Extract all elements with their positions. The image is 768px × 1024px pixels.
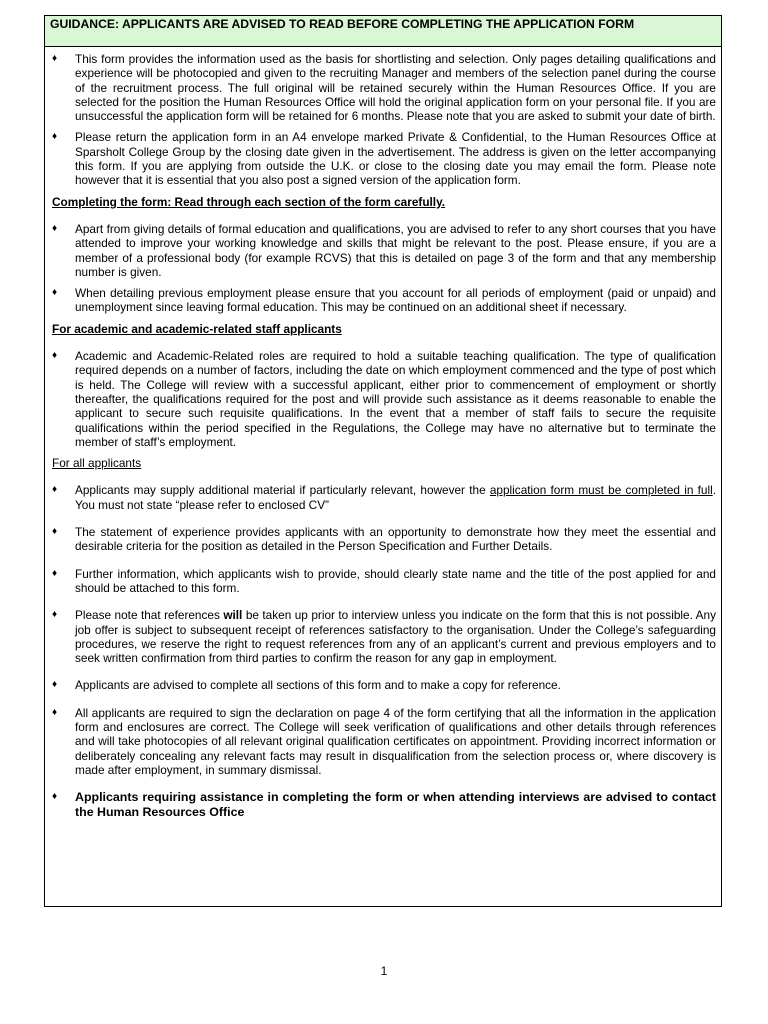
list-item: [52, 706, 716, 777]
diamond-bullet-icon: ♦: [52, 791, 58, 803]
completing-form-heading: Completing the form: Read through each section of the form carefully.: [52, 194, 446, 209]
diamond-bullet-icon: ♦: [52, 53, 58, 64]
list-item: [52, 525, 716, 554]
page-number: 1: [380, 964, 388, 978]
diamond-bullet-icon: ♦: [52, 350, 58, 362]
declaration-text: All applicants are required to sign the declaration on page 4 of the form certifying that all the information in the application form and enclosures are correct. The College will seek verification of qualifications and other details through references and will take photocopies of all relevant original qualification certificates on appointment. Providing incorrect information or deliberately concealing any relevant facts may result in disqualification from the selection process or, where discovery is made after employment, in summary dismissal.: [75, 705, 716, 777]
diamond-bullet-icon: ♦: [52, 222, 58, 234]
all-applicants-heading: For all applicants: [52, 456, 142, 471]
courses-text: Apart from giving details of formal education and qualifications, you are advised to refer to any short courses that you have attended to improve your working knowledge and skills that might be relevant to the post. Please ensure, if you are a member of a professional body (for example RCVS) that this is detailed on page 3 of the form and that any membership number is given.: [75, 221, 716, 279]
list-item: [52, 130, 716, 187]
diamond-bullet-icon: ♦: [52, 526, 58, 538]
guidance-header: GUIDANCE: APPLICANTS ARE ADVISED TO READ BEFORE COMPLETING THE APPLICATION FORM: [45, 16, 721, 47]
complete-all-sections-text: Applicants are advised to complete all sections of this form and to make a copy for reference.: [75, 678, 561, 693]
diamond-bullet-icon: ♦: [52, 567, 58, 579]
academic-heading: For academic and academic-related staff applicants: [52, 321, 342, 336]
further-information-text: Further information, which applicants wish to provide, should clearly state name and the title of the post applied for and should be attached to this form.: [75, 566, 716, 595]
list-item: [52, 52, 716, 123]
references-text: Please note that references will be taken up prior to interview unless you indicate on the form that this is not possible. Any job offer is subject to subsequent receipt of references satisfactory to the organisation. Under the College’s safeguarding procedures, we reserve the right to request references from any of an applicant’s current and previous employers and to seek written confirmation from third parties to confirm the reason for any gap in employment.: [75, 608, 716, 666]
diamond-bullet-icon: ♦: [52, 131, 58, 143]
list-item: [52, 222, 716, 279]
list-item: [52, 483, 716, 512]
teaching-qualification-text: Academic and Academic-Related roles are required to hold a suitable teaching qualification. The type of qualification required depends on a number of factors, including the date on which employment commenced and the type of post which is held. The College will review with a successful applicant, either prior to commencement of employment or shortly thereafter, the qualifications required for the post and will provide such assistance as it deems reasonable to enable the applicant to secure such requisite qualifications. In the event that a member of staff fails to secure the requisite qualifications within the period specified in the Regulations, the College may have no alternative but to terminate the member of staff’s employment.: [75, 349, 716, 449]
guidance-box: [44, 15, 722, 907]
list-item: [52, 349, 716, 449]
list-item: [52, 286, 716, 315]
employment-history-text: When detailing previous employment please ensure that you account for all periods of employment (paid or unpaid) and unemployment since leaving formal education. This may be continued on an additional sheet if necessary.: [75, 286, 716, 315]
list-item: [52, 678, 716, 692]
return-instructions-text: Please return the application form in an A4 envelope marked Private & Confidential, to the Human Resources Office at Sparsholt College Group by the closing date given in the advertisement. The address is given on the letter accompanying this form. If you are applying from outside the U.K. or close to the closing date you may email the form. Please note however that it is essential that you also post a signed version of the application form.: [75, 130, 716, 188]
statement-of-experience-text: The statement of experience provides applicants with an opportunity to demonstrate how they meet the essential and desirable criteria for the position as detailed in the Person Specification and Further Details.: [75, 525, 716, 554]
list-item: [52, 790, 716, 820]
diamond-bullet-icon: ♦: [52, 609, 58, 621]
form-purpose-text: This form provides the information used as the basis for shortlisting and selection. Only pages detailing qualifications and experience will be photocopied and given to the recruiting Manager and members of the selection panel during the course of the recruitment process. The full original will be retained securely within the Human Resources Office. If you are selected for the position the Human Resources Office will hold the original application form on your personal file. If you are unsuccessful the application form will be retained for 6 months. Please note that you are asked to submit your date of birth.: [75, 52, 716, 124]
diamond-bullet-icon: ♦: [52, 287, 58, 299]
diamond-bullet-icon: ♦: [52, 679, 58, 691]
diamond-bullet-icon: ♦: [52, 484, 58, 496]
list-item: [52, 567, 716, 596]
assistance-text: Applicants requiring assistance in completing the form or when attending interviews are advised to contact the Human Resources Office: [75, 790, 716, 819]
diamond-bullet-icon: ♦: [52, 706, 58, 718]
additional-material-text: Applicants may supply additional material if particularly relevant, however the application form must be completed in full. You must not state “please refer to enclosed CV”: [75, 483, 716, 512]
list-item: [52, 608, 716, 665]
guidance-content: [45, 47, 721, 820]
